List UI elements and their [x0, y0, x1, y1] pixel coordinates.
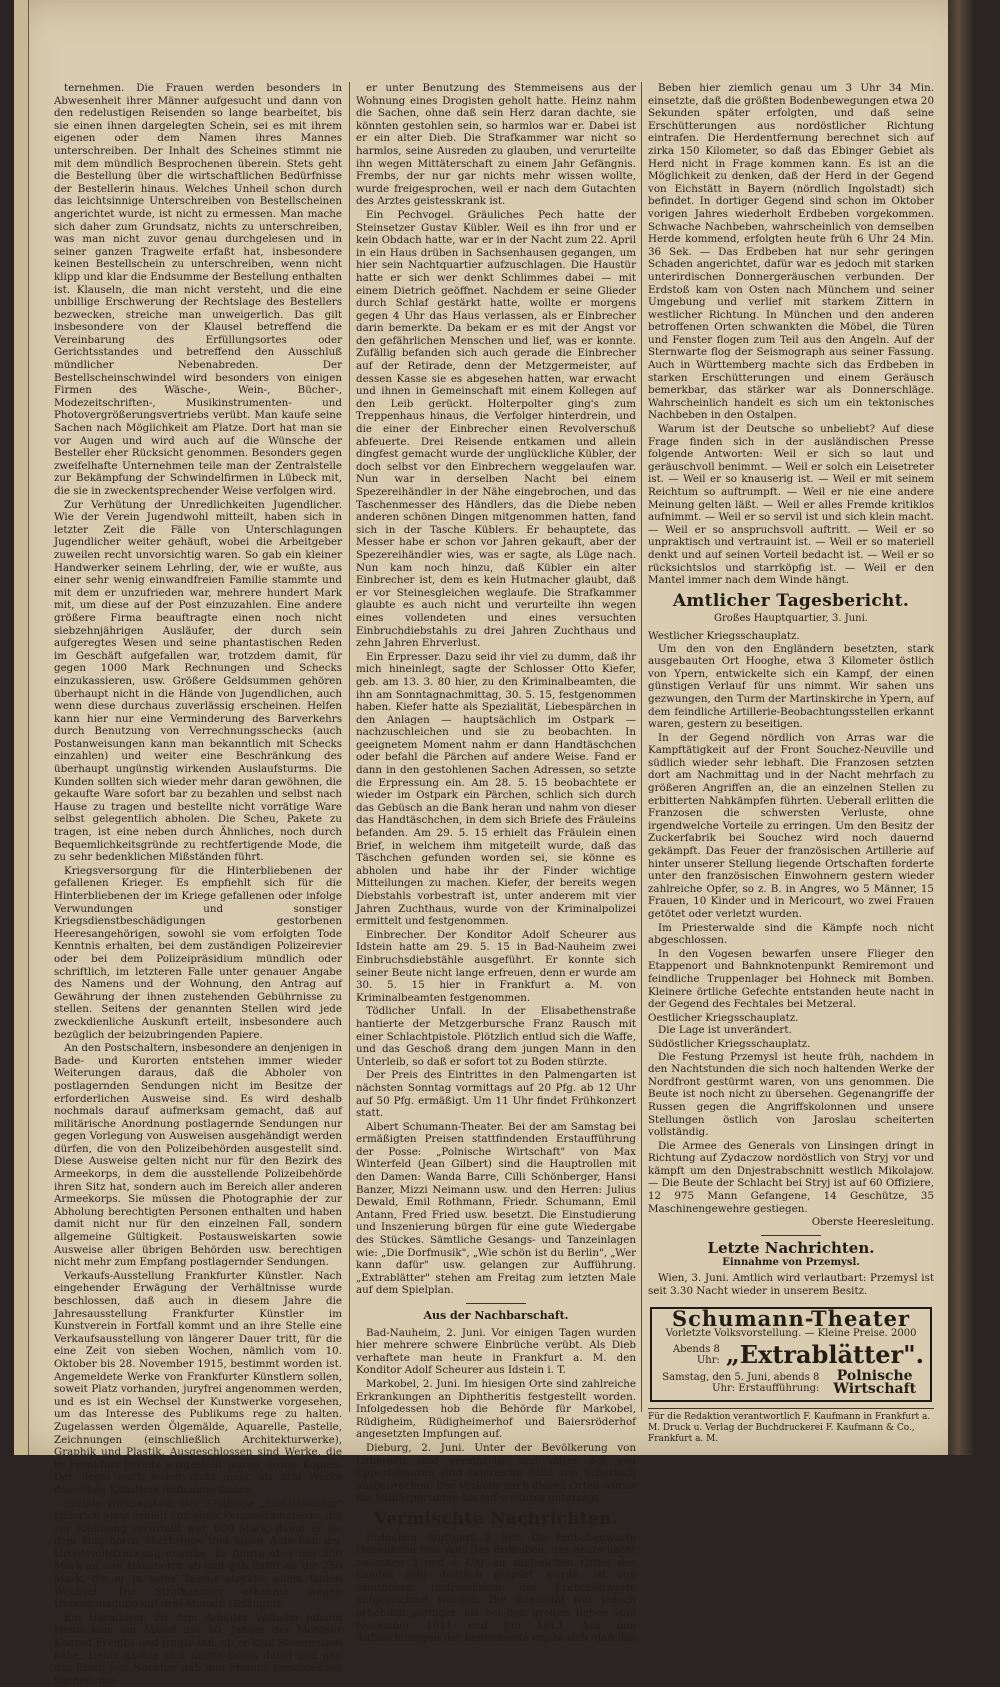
imprint-footer: Für die Redaktion verantwortlich F. Kaufmann in Frankfurt a. M. Druck u. Verlag der Buchdruckerei F. Kaufmann & Co., Frankfurt a. M. — [648, 1408, 934, 1445]
article-paragraph: Die Lage ist unverändert. — [658, 1024, 792, 1037]
column-3 — [648, 82, 934, 1442]
subheading: Einnahme von Przemysl. — [722, 1257, 860, 1269]
article-paragraph: Erdbeben. Stuttgart, 2. Juni. Die Erdbebenwarte Hohenheim teilt mit: Das Erdbeben, das heute nacht zwischen 3 und 4 Uhr an zahlreichen Orten des Landes sehr deutlich gespürt wurde, ist von sämtlichen Instrumenten der Erdbebenwarte aufgezeichnet worden. Die Intensität war jedoch erheblich geringer, als bei den großen Beben vom November 1911 und Juli 1913. Aus den Aufzeichnungen der Instrumente ergibt sich, daß das — [356, 1531, 636, 1645]
article-paragraph: Soziale Wirksamkeit. Der 57jährige „Sozialökonom" Heinrich Maul erhielt von einer Pensionsinhaberin, die zur Räumung verurteilt war, 600 Mark, damit er sie dem Hausherrn überbringe und einen Aufschub der Urteilsvollstreckung erwirke. Er führte aber nur 350 Mark an den Hausherrn ab und gab dafür an die 250 Mark, die er in seine Tasche steckte, einen faulen Wechsel. Die Strafkammer erkannte wegen Unterschlagung auf drei Monate Gefängnis. — [54, 1497, 342, 1611]
section-heading: Vermischte Nachrichten. — [374, 1508, 618, 1529]
newspaper-page — [14, 0, 974, 1687]
ad-play-title: Polnische Wirtschaft — [833, 1368, 917, 1397]
article-paragraph: An den Postschaltern, insbesondere an denjenigen in Bade- und Kurorten entstehen immer wieder Weiterungen daraus, daß die Abholer von postlagernden Sendungen nicht im Besitze der erforderlichen Ausweise sind. Es wird deshalb nochmals darauf aufmerksam gemacht, daß auf militärische Anordnung postlagernde Sendungen nur gegen Vorlegung von Ausweisen ausgehändigt werden dürfen, die von den Polizeibehörden ausgestellt sind. Diese Ausweise gelten nicht nur für den Bezirk des Armeekorps, in dem die ausstellende Polizeibehörde ihren Sitz hat, sondern auch im Bereich aller anderen Armeekorps. Sie müssen die Photographie der zur Abholung berechtigten Personen enthalten und haben damit nicht nur für den einzelnen Fall, sondern allgemeine Gültigkeit. Postausweiskarten sowie Ausweise aller übrigen Behörden usw. berechtigen nicht mehr zum Empfang postlagernder Sendungen. — [54, 1042, 342, 1269]
ad-play-title: „Extrablätter". — [725, 1340, 924, 1370]
subheading: Westlicher Kriegsschauplatz. — [648, 629, 800, 642]
article-paragraph: Kriegsversorgung für die Hinterbliebenen der gefallenen Krieger. Es empfiehlt sich für die Hinterbliebenen der im Kriege gefallenen oder infolge Verwundungen und sonstiger Kriegsdienstbeschädigungen gestorbenen Heeresangehörigen, sowohl sie vom erfolgten Tode Kenntnis erhalten, bei dem zuständigen Polizeirevier oder bei dem Polizeipräsidium mündlich oder schriftlich, im letzteren Falle unter genauer Angabe des Namens und der Wohnung, den Antrag auf Gewährung der ihnen zustehenden Gebührnisse zu stellen. Seitens der genannten Stellen wird jede zweckdienliche Auskunft erteilt, insbesondere auch bezüglich der beizubringenden Papiere. — [54, 864, 342, 1041]
separator-line — [761, 1235, 821, 1236]
article-paragraph: Um den von den Engländern besetzten, stark ausgebauten Ort Hooghe, etwa 3 Kilometer östlich von Ypern, entwickelte sich ein Kampf, der einen günstigen Verlauf für uns nimmt. Wir sahen uns gezwungen, den Turm der Martinskirche in Ypern, auf dem feindliche Artillerie-Beobachtungsstellen erkannt waren, gestern zu beseitigen. — [648, 642, 934, 731]
dateline: Großes Hauptquartier, 3. Juni. — [714, 613, 868, 625]
article-paragraph: Einbrecher. Der Konditor Adolf Scheurer aus Idstein hatte am 29. 5. 15 in Bad-Nauheim zwei Einbruchsdiebstähle ausgeführt. Er konnte sich seiner Beute nicht lange erfreuen, denn er wurde am 30. 5. 15 hier in Frankfurt a. M. von Kriminalbeamten festgenommen. — [356, 928, 636, 1004]
theater-advertisement — [650, 1307, 932, 1401]
subheading: Südöstlicher Kriegsschauplatz. — [648, 1037, 811, 1050]
article-paragraph: Bad-Nauheim, 2. Juni. Vor einigen Tagen wurden hier mehrere schwere Einbrüche verübt. Als Dieb verhaftete man heute in Frankfurt a. M. den Konditor Adolf Scheurer aus Idstein i. T. — [356, 1326, 636, 1377]
article-paragraph: er unter Benutzung des Stemmeisens aus der Wohnung eines Drogisten geholt hatte. Heinz nahm die Sachen, ohne daß sein Herz daran dachte, sie könnten gestohlen sein, so harmlos war er. Dabei ist er ein alter Dieb. Die Strafkammer war nicht so harmlos, seine Ausreden zu glauben, und verurteilte ihn wegen Mittäterschaft zu einem Jahr Gefängnis. Frembs, der nur gar nichts mehr wissen wollte, wurde freigesprochen, weil er nach dem Gutachten des Arztes geistesskrank ist. — [356, 82, 636, 208]
section-heading: Aus der Nachbarschaft. — [423, 1309, 569, 1322]
section-heading: Letzte Nachrichten. — [707, 1238, 875, 1257]
article-paragraph: Im Priesterwalde sind die Kämpfe noch nicht abgeschlossen. — [648, 921, 934, 947]
ad-row — [658, 1370, 924, 1395]
section-heading: Amtlicher Tagesbericht. — [672, 590, 910, 611]
article-paragraph: Der Preis des Eintrittes in den Palmengarten ist nächsten Sonntag vormittags auf 20 Pfg. ab 12 Uhr auf 50 Pfg. ermäßigt. Um 11 Uhr findet Frühkonzert statt. — [356, 1069, 636, 1120]
article-paragraph: Ein Erpresser. Dazu seid ihr viel zu dumm, daß ihr mich hineinlegt, sagte der Schlosser Otto Kiefer, geb. am 13. 3. 80 hier, zu den Kriminalbeamten, die ihn am Sonntagnachmittag, 30. 5. 15, festgenommen haben. Kiefer hatte als Spezialität, Liebespärchen in den Anlagen — hauptsächlich im Ostpark — nachzuschleichen und sie zu beobachten. In geeignetem Moment nahm er dann Handtäschchen oder befahl die Pärchen auf andere Weise. Fand er dann in den gestohlenen Sachen Adressen, so setzte die Erpressung ein. Am 28. 5. 15 beobachtete er wieder im Ostpark ein Pärchen, schlich sich durch das Gebüsch an die Bank heran und nahm von dieser das Handtäschchen, in dem sich Briefe des Fräuleins befanden. Am 29. 5. 15 erhielt das Fräulein einen Brief, in welchem ihm mitgeteilt wurde, daß das Täschchen gefunden worden sei, sie könne es abholen und habe ihr der Finder wichtige Mitteilungen zu machen. Kiefer, der bereits wegen Diebstahls vorbestraft ist, unter anderem mit vier Jahren Zuchthaus, wurde von der Kriminalpolizei ermittelt und festgenommen. — [356, 650, 636, 928]
article-paragraph: Die Armee des Generals von Linsingen dringt in Richtung auf Zydaczow nordöstlich von Stryj vor und kämpft um den Dnjestrabschnitt westlich Mikolajow. — Die Beute der Schlacht bei Stryj ist auf 60 Offiziere, 12 975 Mann Gefangene, 14 Geschütze, 35 Maschinengewehre gestiegen. — [648, 1139, 934, 1215]
article-paragraph: Ein Harmloser. Zu dem Arbeiter Wilhelm Johann Heinz kam am Abend des 10. Januar der Monteur Konrad Frembs und fragte ihn, ob er kein Stemmeisen habe. Heinz dachte sich nichts Böses dabei und gab das Eisen her. Nachher gab ihm Frembs verschiedene Sachen, die — [54, 1611, 342, 1687]
signature: Oberste Heeresleitung. — [811, 1216, 934, 1229]
ad-note: Vorletzte Volksvorstellung. — Kleine Preise. 2000 — [665, 1327, 917, 1339]
article-paragraph: Beben hier ziemlich genau um 3 Uhr 34 Min. einsetzte, daß die größten Bodenbewegungen etwa 20 Sekunden später erfolgten, und daß seine Erschütterungen aus nordöstlicher Richtung eintrafen. Die Herdentfernung berechnet sich auf zirka 150 Kilometer, so daß das Ebinger Gebiet als Herd nicht in Frage kommen kann. Es ist an die Möglichkeit zu denken, daß der Herd in der Gegend von Eichstätt in Bayern (nördlich Ingolstadt) sich befindet. In dortiger Gegend sind schon im Oktober vorigen Jahres wiederholt Erdbeben vorgekommen. Schwache Nachbeben, wahrscheinlich von demselben Herde kommend, erfolgten heute früh 6 Uhr 24 Min. 36 Sek. — Das Erdbeben hat nur sehr geringen Schaden angerichtet, dafür war es jedoch mit starken unterirdischen Donnergeräuschen verbunden. Der Erdstoß kam von Osten nach Münchem und seiner Umgebung und verlief mit starkem Zittern in westlicher Richtung. In München und den anderen betroffenen Orten schwankten die Möbel, die Türen und Fenster flogen zum Teil aus den Angeln. Auf der Sternwarte flog der Seismograph aus seiner Fassung. Auch in Württemberg machte sich das Erdbeben in starken Erschütterungen und einem Geräusch bemerkbar, das stärker war als Donnerschläge. Wahrscheinlich handelt es sich um ein tektonisches Nachbeben in den Ostalpen. — [648, 82, 934, 422]
article-paragraph: Verkaufs-Ausstellung Frankfurter Künstler. Nach eingehender Erwägung der Verhältnisse wurde beschlossen, daß auch in diesem Jahre die Jahresausstellung Frankfurter Künstler im Kunstverein in Fortfall kommt und an ihre Stelle eine Verkaufsausstellung von längerer Dauer tritt, für die eine Zeit von sieben Wochen, nämlich vom 10. Oktober bis 28. November 1915, bestimmt worden ist. Angemeldete Werke von Frankfurter Künstlern sollen, soweit Platz vorhanden, juryfrei angenommen werden, und es ist ein Wechsel der Kunstwerke vorgesehen, um das Interesse des Publikums rege zu halten. Zugelassen werden Ölgemälde, Aquarelle, Pastelle, Zeichnungen (einschließlich Architekturwerke), Graphik und Plastik. Ausgeschlossen sind Werke, die in Frankfurt bereits ausgestellt waren, sowie Kopien. Der Regel nach sollen nicht mehr als drei Werke desselben Künstlers Aufnahme finden. — [54, 1269, 342, 1496]
article-paragraph: Warum ist der Deutsche so unbeliebt? Auf diese Frage finden sich in der ausländischen Presse folgende Antworten: Weil er sich so laut und geräuschvoll benimmt. — Weil er solch ein Leisetreter ist. — Weil er so knauserig ist. — Weil er mit seinem Reichtum so auftrumpft. — Weil er nie eine andere Meinung gelten läßt. — Weil er alles Fremde kritiklos aufnimmt. — Weil er so servil ist und sich klein macht. — Weil er so anspruchsvoll auftritt. — Weil er so unpraktisch und vertrauint ist. — Weil er so materiell denkt und auf seinen Vorteil bedacht ist. — Weil er so rücksichtslos und starrköpfig ist. — Weil er den Mantel immer nach dem Winde hängt. — [648, 423, 934, 587]
article-paragraph: Wien, 3. Juni. Amtlich wird verlautbart: Przemysl ist seit 3.30 Nacht wieder in unserem Besitz. — [648, 1272, 934, 1297]
binding-spine — [948, 0, 974, 1455]
article-paragraph: Albert Schumann-Theater. Bei der am Samstag bei ermäßigten Preisen stattfindenden Erstaufführung der Posse: „Polnische Wirtschaft" von Max Winterfeld (Jean Gilbert) sind die Hauptrollen mit den Damen: Wanda Barre, Cilli Schönberger, Hansi Banzer, Mizzi Neimann usw. und den Herren: Julius Dewald, Emil Rothmann, Friedr. Schumann, Emil Antann, Fred Fried usw. besetzt. Die Einstudierung und Inszenierung bürgen für eine gute Wiedergabe des Stückes. Sämtliche Gesangs- und Tanzeinlagen wie: „Die Dorfmusik", „Wie schön ist du Berlin", „Wer kann dafür" usw. gelangen zur Aufführung. „Extrablätter" stehen am Freitag zum letzten Male auf dem Spielplan. — [356, 1120, 636, 1297]
article-paragraph: Markobel, 2. Juni. Im hiesigen Orte sind zahlreiche Erkrankungen an Diphtheritis festgestellt worden. Infolgedessen hob die Behörde für Markobel, Rüdigheim, Rüdigheimerhof und Baiersröderhof angesetzten Impfungen auf. — [356, 1377, 636, 1441]
article-paragraph: Tödlicher Unfall. In der Elisabethenstraße hantierte der Metzgerbursche Franz Rausch mit einer Schlachtpistole. Plötzlich entlud sich die Waffe, und das Geschoß drang dem jungen Mann in den Unterleib, so daß er sofort tot zu Boden stürzte. — [356, 1005, 636, 1068]
article-paragraph: Zur Verhütung der Unredlichkeiten Jugendlicher. Wie der Verein Jugendwohl mitteilt, haben sich in letzter Zeit die Fälle von Unterschlagungen Jugendlicher weiter gehäuft, wobei die Arbeitgeber zuweilen recht unvorsichtig waren. So gab ein kleiner Handwerker seinem Lehrling, der, wie er wußte, aus einer sehr wenig einwandfreien Familie stammte und mit dem er unzufrieden war, mehrere hundert Mark mit, um diese auf der Post einzuzahlen. Eine andere größere Firma beauftragte einen noch nicht siebzehnjährigen Ausläufer, der durch sein aufgeregtes Wesen und seine phantastischen Reden im Geschäft aufgefallen war, trotzdem damit, für gegen 1000 Mark Rechnungen und Schecks einzukassieren, usw. Größere Geldsummen gehören überhaupt nicht in die Hände von Jugendlichen, auch wenn diese durchaus zuverlässig erscheinen. Helfen kann hier nur eine Verminderung des Barverkehrs durch Benutzung von Verrechnungsschecks (auch Postanweisungen kann man bekanntlich mit Schecks einzahlen) und weiter eine Beschränkung des überhaupt ungünstig wirkenden Auslaufsturms. Die Kunden sollten sich wieder mehr daran gewöhnen, die gekaufte Ware sofort bar zu bezahlen und selbst nach Hause zu tragen und bestellte nicht vorrätige Ware selbst gelegentlich abholen. Die Scheu, Pakete zu tragen, ist eine neben durch Ähnliches, noch durch Bequemlichkeitsgründe zu rechtfertigende Mode, die zu sehr bedenklichen Mißständen führt. — [54, 498, 342, 864]
ad-time: Samstag, den 5. Juni, abends 8 Uhr: Erstaufführung: — [662, 1372, 820, 1394]
article-paragraph: Dieburg, 2. Juni. Unter der Bevölkerung von Urberach sind vereinzelte und unter der von Eppertshausen sind zahlreiche Fälle von Scharlach ausgebrochen. Der Verkehr nach diesen Orten wurde für Militärpersonen bis auf weiteres untersagt. — [356, 1441, 636, 1505]
column-rule — [641, 82, 642, 1412]
subheading: Oestlicher Kriegsschauplatz. — [648, 1011, 799, 1024]
separator-line — [466, 1303, 526, 1304]
article-paragraph: Die Festung Przemysl ist heute früh, nachdem in den Nachtstunden die sich noch haltenden Werke der Nordfront gestürmt waren, von uns genommen. Die Beute ist noch nicht zu übersehen. Gegenangriffe der Russen gegen die Angriffskolonnen und unsere Stellungen östlich von Jaroslau scheiterten vollständig. — [648, 1050, 934, 1139]
article-paragraph: In der Gegend nördlich von Arras war die Kampftätigkeit auf der Front Souchez-Neuville und südlich wieder sehr lebhaft. Die Franzosen setzten dort am Nachmittag und in der Nacht mehrfach zu größeren Angriffen an, die an einzelnen Stellen zu erbitterten Nahkämpfen führten. Ueberall erlitten die Franzosen die schwersten Verluste, ohne irgendwelche Vorteile zu erringen. Um den Besitz der Zuckerfabrik bei Souchez wird noch dauernd gekämpft. Das Feuer der französischen Artillerie auf hinter unserer Stellung liegende Ortschaften forderte unter den französischen Einwohnern gestern wieder zahlreiche Opfer, so z. B. in Angres, wo 5 Männer, 15 Frauen, 10 Kinder und in Mericourt, wo zwei Frauen getötet oder verletzt wurden. — [648, 731, 934, 920]
column-rule — [349, 82, 350, 1412]
ad-title: Schumann-Theater — [671, 1306, 911, 1332]
ad-row — [658, 1340, 924, 1370]
column-2 — [356, 82, 636, 1645]
facing-page-edge — [14, 0, 29, 1455]
article-paragraph: ternehmen. Die Frauen werden besonders in Abwesenheit ihrer Männer aufgesucht und dann von den redelustigen Reisenden so lange bearbeitet, bis sie einen ihnen dargelegten Schein, sei es mit ihrem eigenen oder dem Namen ihres Mannes unterschreiben. Der Inhalt des Scheines stimmt nie mit dem mündlich Besprochenen überein. Stets geht die Bestellung über die wirtschaftlichen Bedürfnisse der Bestellerin hinaus. Welches Unheil schon durch das leichtsinnige Unterschreiben von Bestellscheinen angerichtet wurde, ist nicht zu ermessen. Man mache sich daher zum Grundsatz, nichts zu unterschreiben, was man nicht zuvor genau durchgelesen und in seiner ganzen Tragweite erfaßt hat, insbesondere keinen Bestellschein zu unterschreiben, wenn nicht klipp und klar die Endsumme der Bestellung enthalten ist. Klauseln, die man nicht versteht, und die eine unbillige Erschwerung der Rechtslage des Bestellers bezwecken, streiche man unweigerlich. Das gilt insbesondere von der Klausel betreffend die Vereinbarung des Erfüllungsortes oder Gerichtsstandes und betreffend den Ausschluß mündlicher Nebenabreden. Der Bestellscheinschwindel wird besonders von einigen Firmen des Wäsche-, Wein-, Bücher-, Modezeitschriften-, Musikinstrumenten- und Photovergrößerungsvertriebs verübt. Man kaufe seine Sachen nach Möglichkeit am Platze. Dort hat man sie vor Augen und wird auch auf die Wünsche der Besteller eher Rücksicht genommen. Besonders gegen zweifelhafte Unternehmen teile man der Zentralstelle zur Bekämpfung der Schwindelfirmen in Lübeck mit, die sie in zweckentsprechender Weise verfolgen wird. — [54, 82, 342, 497]
ad-time: Abends 8 Uhr: — [672, 1344, 720, 1367]
article-paragraph: Ein Pechvogel. Gräuliches Pech hatte der Steinsetzer Gustav Kübler. Weil es ihn fror und er kein Obdach hatte, war er in der Nacht zum 22. April in ein Haus drüben in Sachsenhausen gegangen, um hier sein Nachtquartier aufzuschlagen. Die Haustür hatte er sich wer denkt Schlimmes dabei — mit einem Dietrich geöffnet. Nachdem er seine Glieder durch Schlaf gestärkt hatte, wollte er morgens gegen 4 Uhr das Haus verlassen, als er Einbrecher darin bemerkte. Da bekam er es mit der Angst vor den gefährlichen Menschen und lief, was er konnte. Zufällig befanden sich auch gerade die Einbrecher auf der Retirade, denn der Metzgermeister, auf dessen Kasse sie es abgesehen hatten, war erwacht und ihnen in Gemeinschaft mit einem Kollegen auf den Leib gerückt. Holterpolter ging's zum Treppenhaus hinaus, die Verfolger hinterdrein, und die einer der Einbrecher einen Revolverschuß abfeuerte. Drei Reisende entkamen und allein dingfest gemacht wurde der unglückliche Kübler, der doch selbst vor den Einbrechern weggelaufen war. Nun war in derselben Nacht bei einem Spezereihändler in der Nähe eingebrochen, und das Taschenmesser des Händlers, das die Diebe neben anderen schönen Dingen mitgenommen hatten, fand sich in der Tasche Küblers. Er behauptete, das Messer habe er schon vor Jahren gekauft, aber der Spezereihändler wies, was er sagte, als Lüge nach. Nun kam noch hinzu, daß Kübler ein alter Einbrecher ist, dem es kein Hutmacher glaubt, daß er vor Steinesgleichen weglaufe. Die Strafkammer glaubte es auch nicht und verurteilte ihn wegen eines vollendeten und eines versuchten Einbruchdiebstahls zu drei Jahren Zuchthaus und zehn Jahren Ehrverlust. — [356, 208, 636, 650]
column-1 — [54, 82, 342, 1687]
article-paragraph: In den Vogesen bewarfen unsere Flieger den Etappenort und Bahnknotenpunkt Remiremont und feindliche Truppenlager bei Hohneck mit Bomben. Kleinere örtliche Gefechte entstanden heute nacht in der Gegend des Fechtales bei Metzeral. — [648, 947, 934, 1011]
